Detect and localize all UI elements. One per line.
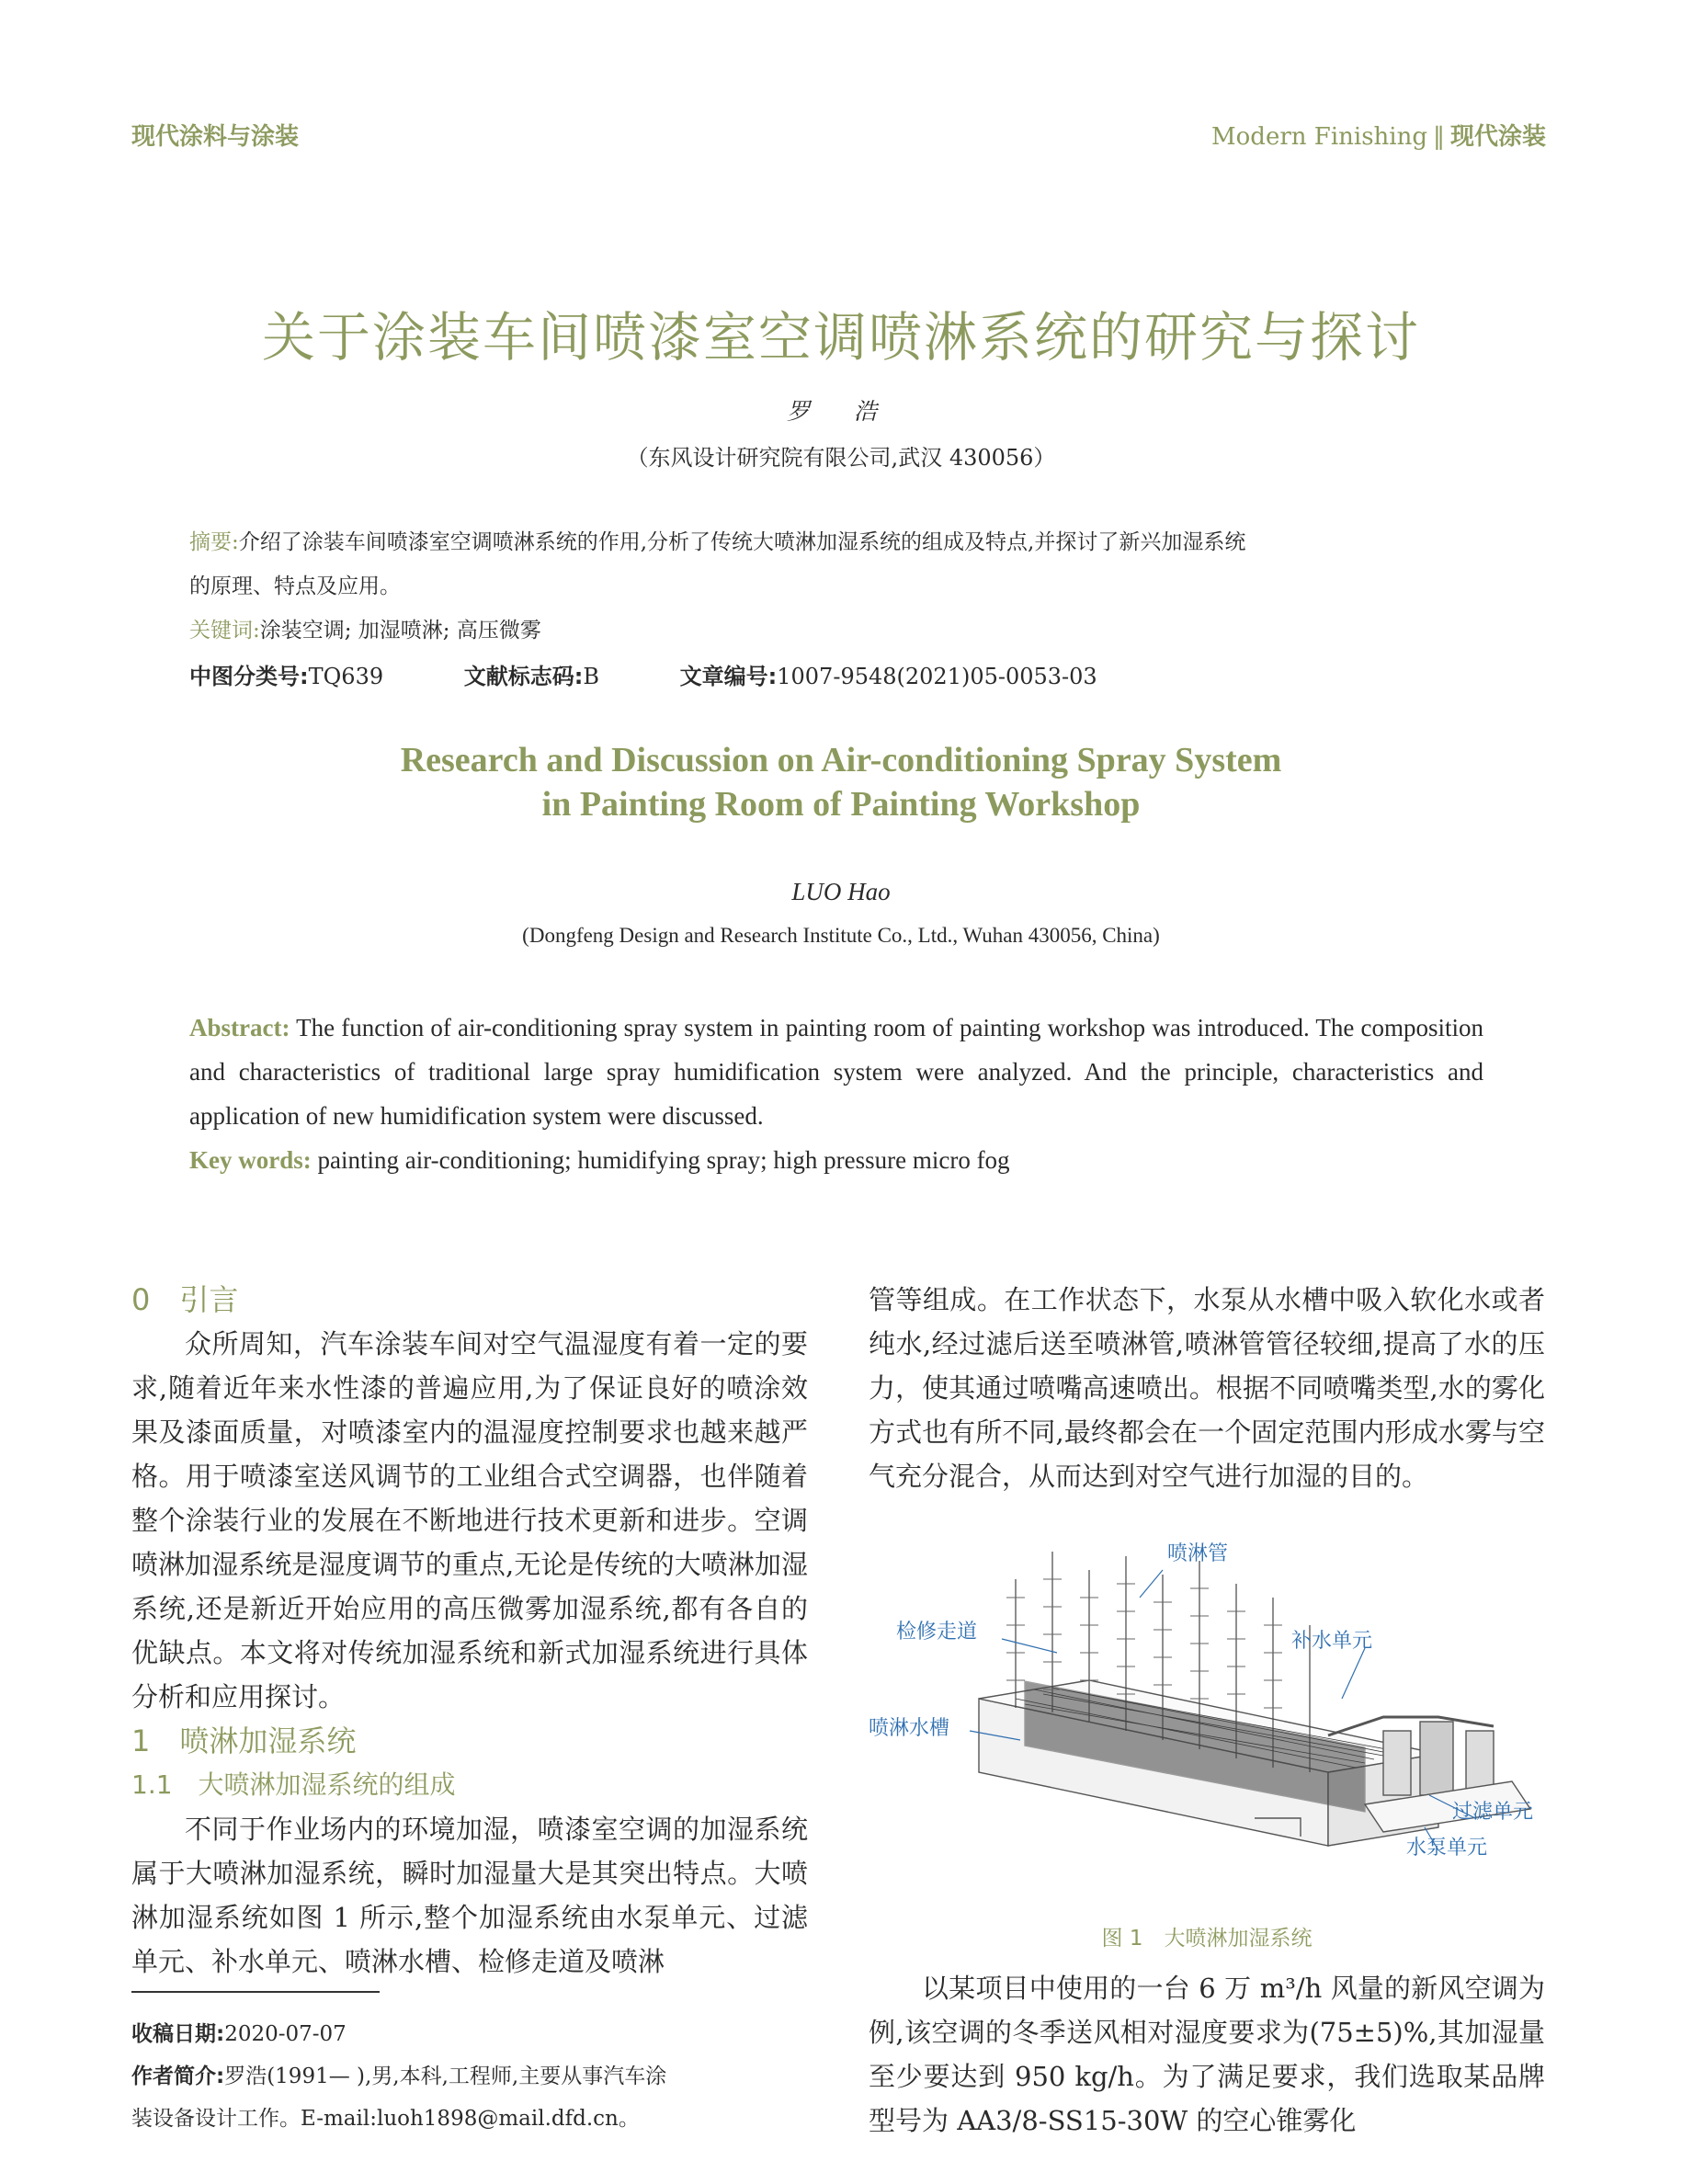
journal-name-left: 现代涂料与涂装 xyxy=(131,123,300,151)
article-no-label: 文章编号: xyxy=(679,664,778,689)
right-column xyxy=(869,1278,1545,1498)
label-filter-unit: 过滤单元 xyxy=(1452,1801,1534,1824)
header-separator: ‖ xyxy=(1432,123,1445,151)
label-spray-tank: 喷淋水槽 xyxy=(869,1717,950,1740)
article-no-value: 1007-9548(2021)05-0053-03 xyxy=(777,664,1097,689)
classification-row xyxy=(189,658,1171,690)
doc-code-label: 文献标志码: xyxy=(463,664,584,689)
footnote-divider xyxy=(131,1991,380,1993)
journal-name-en: Modern Finishing xyxy=(1211,123,1427,151)
right-column-bottom xyxy=(869,1966,1545,2143)
keywords-cn-text: 涂装空调; 加湿喷淋; 高压微雾 xyxy=(259,619,541,643)
page-title-cn: 关于涂装车间喷漆室空调喷淋系统的研究与探讨 xyxy=(261,306,1420,369)
label-walkway: 检修走道 xyxy=(896,1621,978,1644)
clc-value: TQ639 xyxy=(308,664,384,689)
abstract-cn xyxy=(189,520,1494,609)
doc-code-value: B xyxy=(583,664,599,689)
title-en-line2: in Painting Room of Painting Workshop xyxy=(541,785,1141,824)
abstract-cn-line1: 介绍了涂装车间喷漆室空调喷淋系统的作用,分析了传统大喷淋加湿系统的组成及特点,并探讨了新兴加湿系统 xyxy=(238,530,1246,554)
figure-1 xyxy=(869,1542,1549,1928)
received-value: 2020-07-07 xyxy=(224,2022,347,2046)
abstract-en-label: Abstract: xyxy=(189,1014,290,1041)
clc-label: 中图分类号: xyxy=(189,664,309,689)
keywords-en-label: Key words: xyxy=(189,1146,312,1174)
right-paragraph-1: 管等组成。在工作状态下，水泵从水槽中吸入软化水或者纯水,经过滤后送至喷淋管,喷淋管管径较细,提高了水的压力，使其通过喷嘴高速喷出。根据不同喷嘴类型,水的雾化方式也有所不同,最终都会在一个固定范围内形成水雾与空气充分混合，从而达到对空气进行加湿的目的。 xyxy=(869,1284,1545,1492)
bio-label: 作者简介: xyxy=(131,2065,225,2088)
bio-line2: 装设备设计工作。E-mail:luoh1898@mail.dfd.cn。 xyxy=(131,2107,640,2131)
section-1-heading: 1 喷淋加湿系统 xyxy=(131,1723,357,1758)
section-0-heading: 0 引言 xyxy=(131,1282,239,1317)
right-paragraph-2: 以某项目中使用的一台 6 万 m³/h 风量的新风空调为例,该空调的冬季送风相对湿度要求为(75±5)%,其加湿量至少要达到 950 kg/h。为了满足要求，我们选取某品牌型号为 AA3/8-SS15-30W 的空心锥雾化 xyxy=(869,1973,1545,2136)
figure-1-caption: 图 1 大喷淋加湿系统 xyxy=(1101,1927,1313,1951)
section-1-1-paragraph: 不同于作业场内的环境加湿，喷漆室空调的加湿系统属于大喷淋加湿系统，瞬时加湿量大是其突出特点。大喷淋加湿系统如图 1 所示,整个加湿系统由水泵单元、过滤单元、补水单元、喷淋水槽、检修走道及喷淋 xyxy=(131,1814,808,1977)
keywords-en-text: painting air-conditioning; humidifying spray; high pressure micro fog xyxy=(317,1146,1010,1174)
title-en-line1: Research and Discussion on Air-conditioning Spray System xyxy=(400,741,1282,779)
abstract-en-text: The function of air-conditioning spray system in painting room of painting workshop was introduced. The composition and characteristics of traditional large spray humidification system were analyzed. And the principle, characteristics and application of new humidification system were discussed. xyxy=(189,1014,1483,1130)
left-column xyxy=(131,1278,808,1984)
section-0-paragraph: 众所周知，汽车涂装车间对空气温湿度有着一定的要求,随着近年来水性漆的普遍应用,为了保证良好的喷涂效果及漆面质量，对喷漆室内的温湿度控制要求也越来越严格。用于喷漆室送风调节的工业组合式空调器，也伴随着整个涂装行业的发展在不断地进行技术更新和进步。空调喷淋加湿系统是湿度调节的重点,无论是传统的大喷淋加湿系统,还是新近开始应用的高压微雾加湿系统,都有各自的优缺点。本文将对传统加湿系统和新式加湿系统进行具体分析和应用探讨。 xyxy=(131,1328,808,1712)
journal-name-cn: 现代涂装 xyxy=(1449,123,1546,151)
affiliation-cn: （东风设计研究院有限公司,武汉 430056） xyxy=(626,445,1056,471)
keywords-cn xyxy=(189,609,1494,653)
section-1-1-heading: 1.1 大喷淋加湿系统的组成 xyxy=(131,1769,456,1800)
page-title-en xyxy=(0,738,1682,826)
journal-name-right xyxy=(1211,118,1546,152)
bio-line1: 罗浩(1991— ),男,本科,工程师,主要从事汽车涂 xyxy=(224,2065,667,2088)
label-spray-pipe: 喷淋管 xyxy=(1167,1542,1229,1565)
abstract-cn-label: 摘要: xyxy=(189,530,239,554)
author-en: LUO Hao xyxy=(791,878,891,905)
received-label: 收稿日期: xyxy=(131,2022,225,2046)
author-cn: 罗 浩 xyxy=(787,398,895,425)
label-refill-unit: 补水单元 xyxy=(1291,1630,1373,1653)
label-pump-unit: 水泵单元 xyxy=(1406,1837,1488,1860)
affiliation-en: (Dongfeng Design and Research Institute Co., Ltd., Wuhan 430056, China) xyxy=(522,924,1160,947)
abstract-cn-line2: 的原理、特点及应用。 xyxy=(189,574,401,598)
keywords-cn-label: 关键词: xyxy=(189,619,260,643)
spray-system-diagram xyxy=(869,1542,1549,1928)
footnote xyxy=(131,2013,812,2140)
abstract-en xyxy=(189,1006,1483,1182)
